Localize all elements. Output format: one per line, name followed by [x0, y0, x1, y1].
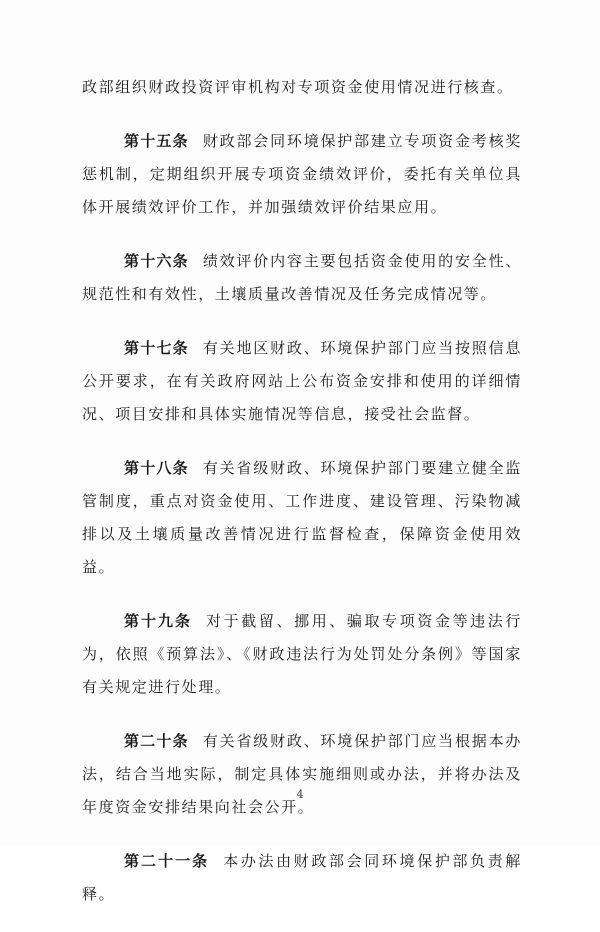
article-text: 绩效评价内容主要包括资金使用的安全性、规范性和有效性，土壤质量改善情况及任务完成情况等。	[82, 252, 522, 303]
article-number: 第十七条	[124, 339, 189, 357]
intro-text: 政部组织财政投资评审机构对专项资金使用情况进行核查。	[82, 78, 514, 96]
article-text: 本办法由财政部会同环境保护部负责解释。	[82, 852, 522, 903]
article-number: 第十五条	[124, 132, 189, 150]
article-number: 第十九条	[124, 612, 193, 630]
article-number: 第二十条	[124, 732, 189, 750]
article-18	[82, 452, 522, 584]
document-body	[82, 71, 522, 932]
article-19	[82, 605, 522, 704]
article-21	[82, 845, 522, 911]
article-20	[82, 725, 522, 824]
page-number: 4	[296, 788, 304, 801]
article-15	[82, 125, 522, 224]
intro-paragraph	[82, 71, 522, 104]
article-number: 第十八条	[124, 459, 189, 477]
article-text: 财政部会同环境保护部建立专项资金考核奖惩机制，定期组织开展专项资金绩效评价，委托有关单位具体开展绩效评价工作，并加强绩效评价结果应用。	[82, 132, 522, 216]
article-number: 第十六条	[124, 252, 189, 270]
article-text: 有关省级财政、环境保护部门要建立健全监管制度，重点对资金使用、工作进度、建设管理、污染物减排以及土壤质量改善情况进行监督检查，保障资金使用效益。	[82, 459, 522, 576]
article-16	[82, 245, 522, 311]
article-text: 有关地区财政、环境保护部门应当按照信息公开要求，在有关政府网站上公布资金安排和使用的详细情况、项目安排和具体实施情况等信息，接受社会监督。	[82, 339, 522, 423]
article-text: 有关省级财政、环境保护部门应当根据本办法，结合当地实际，制定具体实施细则或办法，并将办法及年度资金安排结果向社会公开。	[82, 732, 522, 816]
article-text: 对于截留、挪用、骗取专项资金等违法行为，依照《预算法》、《财政违法行为处罚处分条例》等国家有关规定进行处理。	[82, 612, 522, 696]
article-17	[82, 332, 522, 431]
article-number: 第二十一条	[124, 852, 210, 870]
